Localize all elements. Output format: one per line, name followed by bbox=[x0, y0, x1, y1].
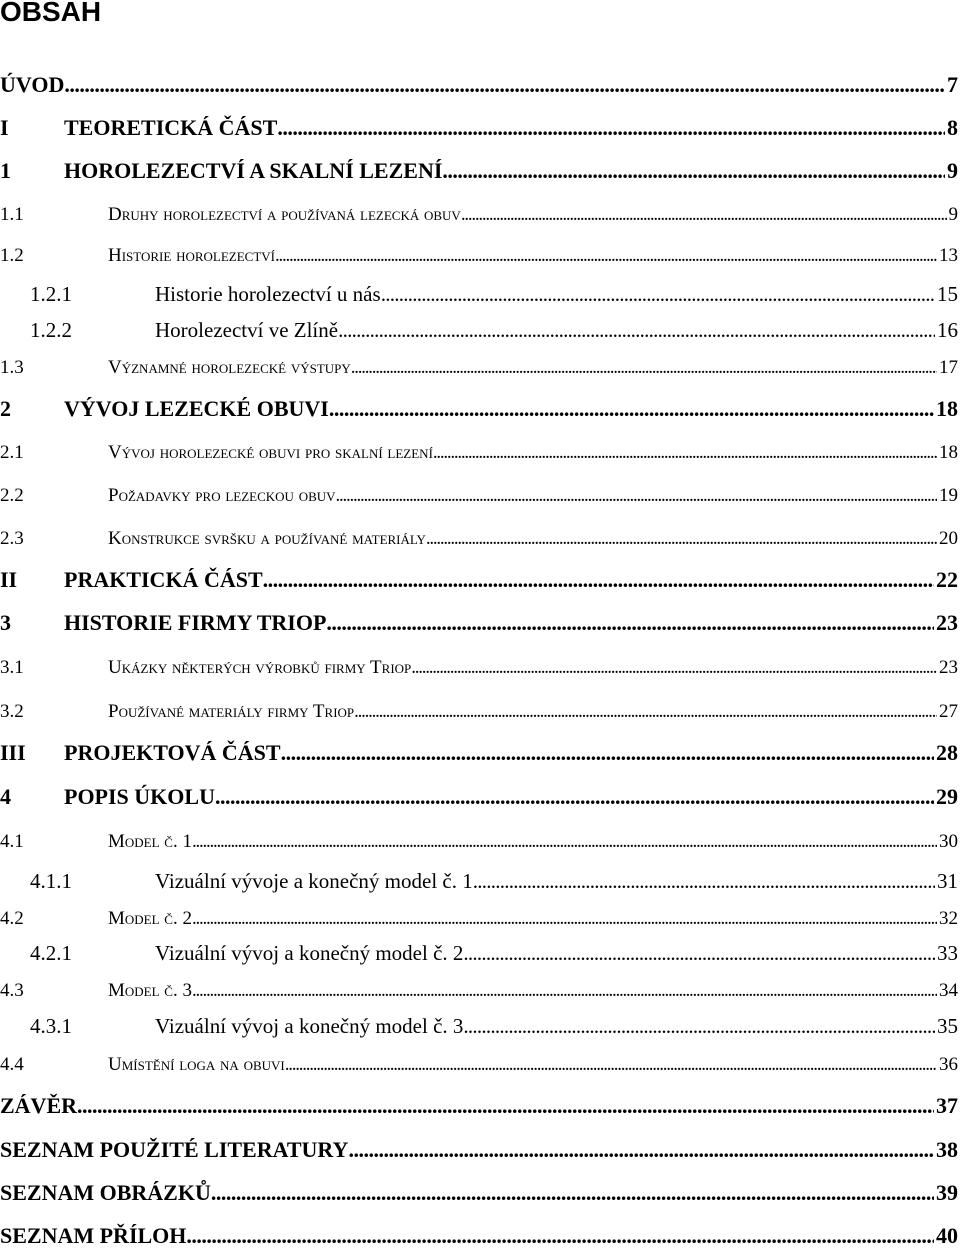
toc-entry-page-number: 40 bbox=[936, 1223, 958, 1248]
toc-entry-number: 2.2 bbox=[0, 485, 24, 506]
toc-entry[interactable] bbox=[0, 473, 958, 505]
toc-entry[interactable] bbox=[0, 192, 958, 224]
toc-entry-title: Historie horolezectví u nás bbox=[155, 282, 381, 306]
dot-leader bbox=[192, 909, 937, 928]
toc-entry-page-number: 39 bbox=[936, 1180, 958, 1205]
toc-entry-page-number: 36 bbox=[939, 1054, 958, 1075]
toc-entry-title: Model č. 3 bbox=[108, 980, 192, 1001]
toc-entry-title: PROJEKTOVÁ ČÁST bbox=[64, 740, 281, 765]
toc-entry-title: Vizuální vývoje a konečný model č. 1 bbox=[155, 869, 473, 893]
toc-entry[interactable] bbox=[0, 388, 958, 420]
toc-entry-page-number: 19 bbox=[939, 485, 958, 506]
toc-entry-number: III bbox=[0, 740, 26, 765]
dot-leader bbox=[285, 1055, 937, 1074]
toc-entry-title: ZÁVĚR bbox=[0, 1093, 78, 1118]
toc-entry-title: Vývoj horolezecké obuvi pro skalní lezení bbox=[108, 442, 433, 463]
toc-entry[interactable] bbox=[0, 309, 958, 341]
toc-entry[interactable] bbox=[0, 107, 958, 139]
toc-entry-page-number: 37 bbox=[936, 1093, 958, 1118]
toc-entry[interactable] bbox=[0, 1042, 958, 1074]
dot-leader bbox=[275, 246, 937, 265]
toc-entry-number: 1 bbox=[0, 158, 11, 183]
toc-entry[interactable] bbox=[0, 273, 958, 305]
toc-entry[interactable] bbox=[0, 1172, 958, 1204]
toc-entry[interactable] bbox=[0, 732, 958, 764]
toc-entry-number: 4 bbox=[0, 784, 11, 809]
toc-entry-title: Druhy horolezectví a používaná lezecká obuv bbox=[108, 204, 461, 225]
toc-entry-number: 4.2.1 bbox=[30, 941, 72, 965]
dot-leader bbox=[463, 943, 935, 964]
dot-leader bbox=[64, 74, 945, 96]
toc-entry[interactable] bbox=[0, 430, 958, 462]
toc-entry-number: 2.3 bbox=[0, 528, 24, 549]
toc-entry[interactable] bbox=[0, 150, 958, 182]
toc-entry[interactable] bbox=[0, 776, 958, 808]
toc-entry-title: SEZNAM POUŽITÉ LITERATURY bbox=[0, 1137, 349, 1162]
toc-entry-page-number: 16 bbox=[937, 318, 958, 342]
toc-entry-number: II bbox=[0, 567, 18, 592]
toc-entry-number: 4.4 bbox=[0, 1054, 24, 1075]
dot-leader bbox=[461, 205, 947, 224]
toc-entry-number: 3.1 bbox=[0, 657, 24, 678]
toc-entry[interactable] bbox=[0, 516, 958, 548]
toc-entry[interactable] bbox=[0, 1085, 958, 1117]
toc-entry-number: 1.2.1 bbox=[30, 282, 72, 306]
toc-entry-page-number: 18 bbox=[939, 442, 958, 463]
toc-entry-number: 4.3.1 bbox=[30, 1014, 72, 1038]
toc-entry-title: Konstrukce svršku a používané materiály bbox=[108, 528, 426, 549]
toc-entry-number: 3 bbox=[0, 610, 11, 635]
toc-entry-page-number: 28 bbox=[936, 740, 958, 765]
toc-entry-number: 1.1 bbox=[0, 204, 24, 225]
toc-entry-page-number: 29 bbox=[936, 784, 958, 809]
dot-leader bbox=[277, 117, 945, 139]
dot-leader bbox=[433, 443, 937, 462]
dot-leader bbox=[326, 612, 934, 634]
toc-entry-number: 1.3 bbox=[0, 357, 24, 378]
toc-entry-number: 2.1 bbox=[0, 442, 24, 463]
toc-entry-title: Vizuální vývoj a konečný model č. 3 bbox=[155, 1014, 464, 1038]
dot-leader bbox=[329, 398, 934, 420]
toc-entry-page-number: 32 bbox=[939, 908, 958, 929]
dot-leader bbox=[442, 160, 945, 182]
toc-entry[interactable] bbox=[0, 1005, 958, 1037]
toc-entry[interactable] bbox=[0, 968, 958, 1000]
toc-entry-page-number: 30 bbox=[939, 831, 958, 852]
dot-leader bbox=[426, 529, 937, 548]
toc-entry-title: POPIS ÚKOLU bbox=[64, 784, 215, 809]
toc-entry-number: 4.3 bbox=[0, 980, 24, 1001]
toc-entry[interactable] bbox=[0, 233, 958, 265]
toc-entry-number: 3.2 bbox=[0, 701, 24, 722]
toc-entry-title: HOROLEZECTVÍ A SKALNÍ LEZENÍ bbox=[64, 158, 443, 183]
toc-entry-title: Horolezectví ve Zlíně bbox=[155, 318, 339, 342]
toc-entry-title: Ukázky některých výrobků firmy Triop bbox=[108, 657, 412, 678]
toc-entry-page-number: 34 bbox=[939, 980, 958, 1001]
dot-leader bbox=[463, 1016, 935, 1037]
toc-entry-title: TEORETICKÁ ČÁST bbox=[64, 115, 278, 140]
toc-entry-number: 4.2 bbox=[0, 908, 24, 929]
toc-entry[interactable] bbox=[0, 345, 958, 377]
dot-leader bbox=[381, 284, 935, 305]
toc-entry-title: Umístění loga na obuvi bbox=[108, 1054, 285, 1075]
dot-leader bbox=[473, 871, 935, 892]
toc-entry[interactable] bbox=[0, 559, 958, 591]
dot-leader bbox=[354, 702, 937, 721]
toc-entry-page-number: 18 bbox=[936, 396, 958, 421]
toc-entry[interactable] bbox=[0, 1215, 958, 1247]
toc-entry-page-number: 20 bbox=[939, 528, 958, 549]
page-title: OBSAH bbox=[0, 0, 102, 27]
toc-entry-title: Požadavky pro lezeckou obuv bbox=[108, 485, 336, 506]
toc-entry-title: ÚVOD bbox=[0, 72, 65, 97]
dot-leader bbox=[281, 742, 934, 764]
toc-entry[interactable] bbox=[0, 645, 958, 677]
dot-leader bbox=[351, 358, 937, 377]
toc-entry-title: Významné horolezecké výstupy bbox=[108, 357, 351, 378]
toc-entry-number: 4.1.1 bbox=[30, 869, 72, 893]
dot-leader bbox=[215, 786, 934, 808]
toc-entry-title: Model č. 1 bbox=[108, 831, 192, 852]
dot-leader bbox=[263, 569, 934, 591]
dot-leader bbox=[77, 1095, 934, 1117]
toc-entry-title: PRAKTICKÁ ČÁST bbox=[64, 567, 263, 592]
toc-entry-number: 1.2.2 bbox=[30, 318, 72, 342]
toc-entry-page-number: 38 bbox=[936, 1137, 958, 1162]
dot-leader bbox=[186, 1225, 934, 1247]
toc-entry-title: Používané materiály firmy Triop bbox=[108, 701, 355, 722]
toc-entry-page-number: 9 bbox=[947, 158, 958, 183]
toc-entry[interactable] bbox=[0, 860, 958, 892]
dot-leader bbox=[348, 1139, 934, 1161]
toc-entry[interactable] bbox=[0, 1129, 958, 1161]
toc-entry-page-number: 7 bbox=[947, 72, 958, 97]
toc-entry-page-number: 23 bbox=[939, 657, 958, 678]
dot-leader bbox=[211, 1182, 934, 1204]
dot-leader bbox=[192, 832, 937, 851]
toc-entry-page-number: 9 bbox=[948, 204, 958, 225]
toc-entry-title: Historie horolezectví bbox=[108, 245, 275, 266]
toc-entry-page-number: 31 bbox=[937, 869, 958, 893]
toc-entry[interactable] bbox=[0, 819, 958, 851]
toc-entry[interactable] bbox=[0, 896, 958, 928]
toc-entry[interactable] bbox=[0, 602, 958, 634]
toc-entry-title: SEZNAM OBRÁZKŮ bbox=[0, 1180, 211, 1205]
toc-entry-page-number: 22 bbox=[936, 567, 958, 592]
toc-entry-title: Model č. 2 bbox=[108, 908, 192, 929]
toc-entry-number: 1.2 bbox=[0, 245, 24, 266]
toc-entry-number: 4.1 bbox=[0, 831, 24, 852]
dot-leader bbox=[411, 658, 937, 677]
toc-entry-page-number: 27 bbox=[939, 701, 958, 722]
toc-entry-page-number: 17 bbox=[939, 357, 958, 378]
toc-entry-title: HISTORIE FIRMY TRIOP bbox=[64, 610, 327, 635]
toc-entry[interactable] bbox=[0, 689, 958, 721]
toc-entry-page-number: 8 bbox=[947, 115, 958, 140]
toc-entry-page-number: 23 bbox=[936, 610, 958, 635]
dot-leader bbox=[336, 486, 937, 505]
toc-entry-page-number: 15 bbox=[937, 282, 958, 306]
toc-entry[interactable] bbox=[0, 932, 958, 964]
toc-entry-number: 2 bbox=[0, 396, 11, 421]
dot-leader bbox=[192, 981, 937, 1000]
toc-entry-title: SEZNAM PŘÍLOH bbox=[0, 1223, 187, 1248]
toc-entry-title: VÝVOJ LEZECKÉ OBUVI bbox=[64, 396, 329, 421]
toc-entry-page-number: 35 bbox=[937, 1014, 958, 1038]
toc-entry-number: I bbox=[0, 115, 9, 140]
toc-entry-page-number: 13 bbox=[939, 245, 958, 266]
toc-entry-page-number: 33 bbox=[937, 941, 958, 965]
toc-entry-title: Vizuální vývoj a konečný model č. 2 bbox=[155, 941, 464, 965]
toc-entry[interactable] bbox=[0, 64, 958, 96]
dot-leader bbox=[338, 320, 935, 341]
